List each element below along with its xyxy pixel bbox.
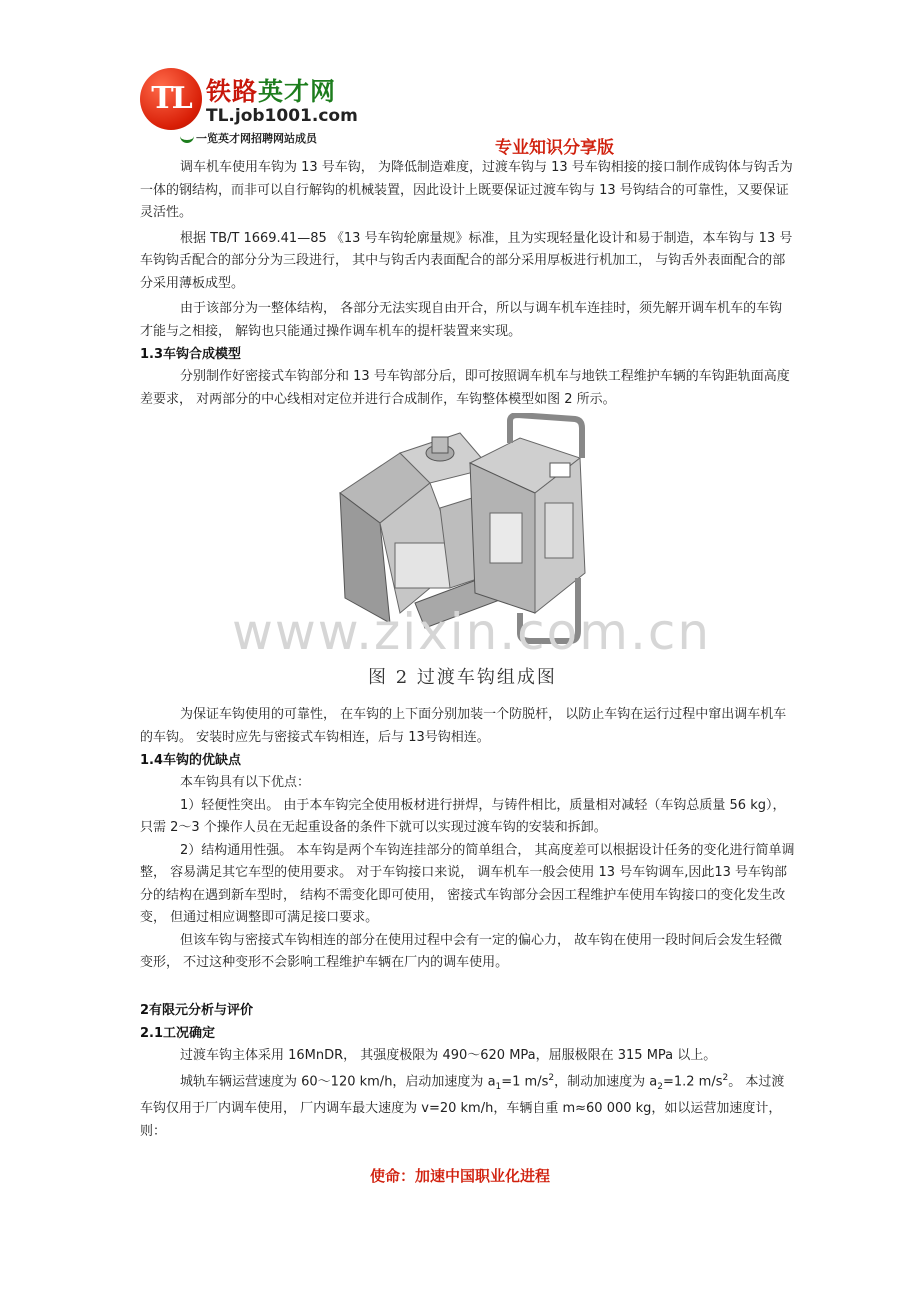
figure-2 <box>140 413 795 698</box>
logo-slogan: 一览英才网招聘网站成员 <box>196 132 317 145</box>
logo-emblem: TL <box>140 68 202 130</box>
footer-mission: 使命：加速中国职业化进程 <box>369 1167 550 1185</box>
watermark: www.zixin.com.cn <box>232 603 712 661</box>
paragraph-4: 分别制作好密接式车钩部分和 13 号车钩部分后，即可按照调车机车与地铁工程维护车辆的车钩距轨面高度差要求， 对两部分的中心线相对定位并进行合成制作，车钩整体模型如图 2 所示。 <box>140 369 790 407</box>
paragraph-6: 本车钩具有以下优点： <box>180 775 311 790</box>
paragraph-1: 调车机车使用车钩为 13 号车钩， 为降低制造难度，过渡车钩与 13 号车钩相接的接口制作成钩体与钩舌为一体的钢结构，而非可以自行解钩的机械装置，因此设计上既要保证过渡车钩与 13 号钩结合的可靠性，又要保证灵活性。 <box>140 160 793 220</box>
paragraph-8: 2）结构通用性强。 本车钩是两个车钩连挂部分的简单组合， 其高度差可以根据设计任务的变化进行简单调整， 容易满足其它车型的使用要求。 对于车钩接口来说， 调车机车一般会使用 13 号车钩调车,因此13 号车钩部分的结构在遇到新车型时， 结构不需变化即可使用， 密接式车钩部分会因工程维护车使用车钩接口的变化发生改变， 但通过相应调整即可满足接口要求。 <box>140 842 795 925</box>
heading-2-1: 2.1工况确定 <box>140 1025 216 1041</box>
site-logo[interactable] <box>140 66 390 148</box>
paragraph-7: 1）轻便性突出。 由于本车钩完全使用板材进行拼焊，与铸件相比，质量相对减轻（车钩总质量 56 kg），只需 2～3 个操作人员在无起重设备的条件下就可以实现过渡车钩的安装和拆卸。 <box>140 797 786 835</box>
paragraph-9: 但该车钩与密接式车钩相连的部分在使用过程中会有一定的偏心力， 故车钩在使用一段时间后会发生轻微变形， 不过这种变形不会影响工程维护车辆在厂内的调车使用。 <box>140 932 783 970</box>
paragraph-2: 根据 TB/T 1669.41—85 《13 号车钩轮廓量规》标准，且为实现轻量化设计和易于制造，本车钩与 13 号车钩钩舌配合的部分分为三段进行， 其中与钩舌内表面配合的部分采用厚板进行机加工， 与钩舌外表面配合的部分采用薄板成型。 <box>140 230 793 291</box>
logo-swoosh-icon <box>180 134 194 143</box>
heading-1-4: 1.4车钩的优缺点 <box>140 753 242 768</box>
header-title: 专业知识分享版 <box>495 138 614 158</box>
paragraph-5: 为保证车钩使用的可靠性， 在车钩的上下面分别加装一个防脱杆， 以防止车钩在运行过程中窜出调车机车的车钩。 安装时应先与密接式车钩相连，后与 13号钩相连。 <box>140 707 787 745</box>
paragraph-11: 城轨车辆运营速度为 60～120 km/h，启动加速度为 $a_1=1$ $m/s^2$，制动加速度为 $a_2=1.2$ $m/s^2$。 本过渡车钩仅用于厂内调车使用， 厂内调车最大速度为 v=20 km/h，车辆自重 m≈60 000 kg，如以运营加速度计，则： <box>140 1073 785 1139</box>
logo-name-part1: 铁路 <box>206 77 259 106</box>
heading-2: 2有限元分析与评价 <box>140 1002 254 1018</box>
paragraph-10: 过渡车钩主体采用 16MnDR， 其强度极限为 490～620 MPa，屈服极限在 315 MPa 以上。 <box>180 1047 717 1063</box>
document-body <box>140 157 795 1143</box>
heading-1-3: 1.3车钩合成模型 <box>140 347 242 362</box>
logo-name-part2: 英才网 <box>258 77 337 106</box>
logo-url: TL.job1001.com <box>206 106 358 126</box>
figure-caption: 图 2 过渡车钩组成图 <box>368 667 557 688</box>
logo-name <box>206 72 336 108</box>
paragraph-3: 由于该部分为一整体结构， 各部分无法实现自由开合，所以与调车机车连挂时，须先解开调车机车的车钩才能与之相接， 解钩也只能通过操作调车机车的提杆装置来实现。 <box>140 301 783 339</box>
